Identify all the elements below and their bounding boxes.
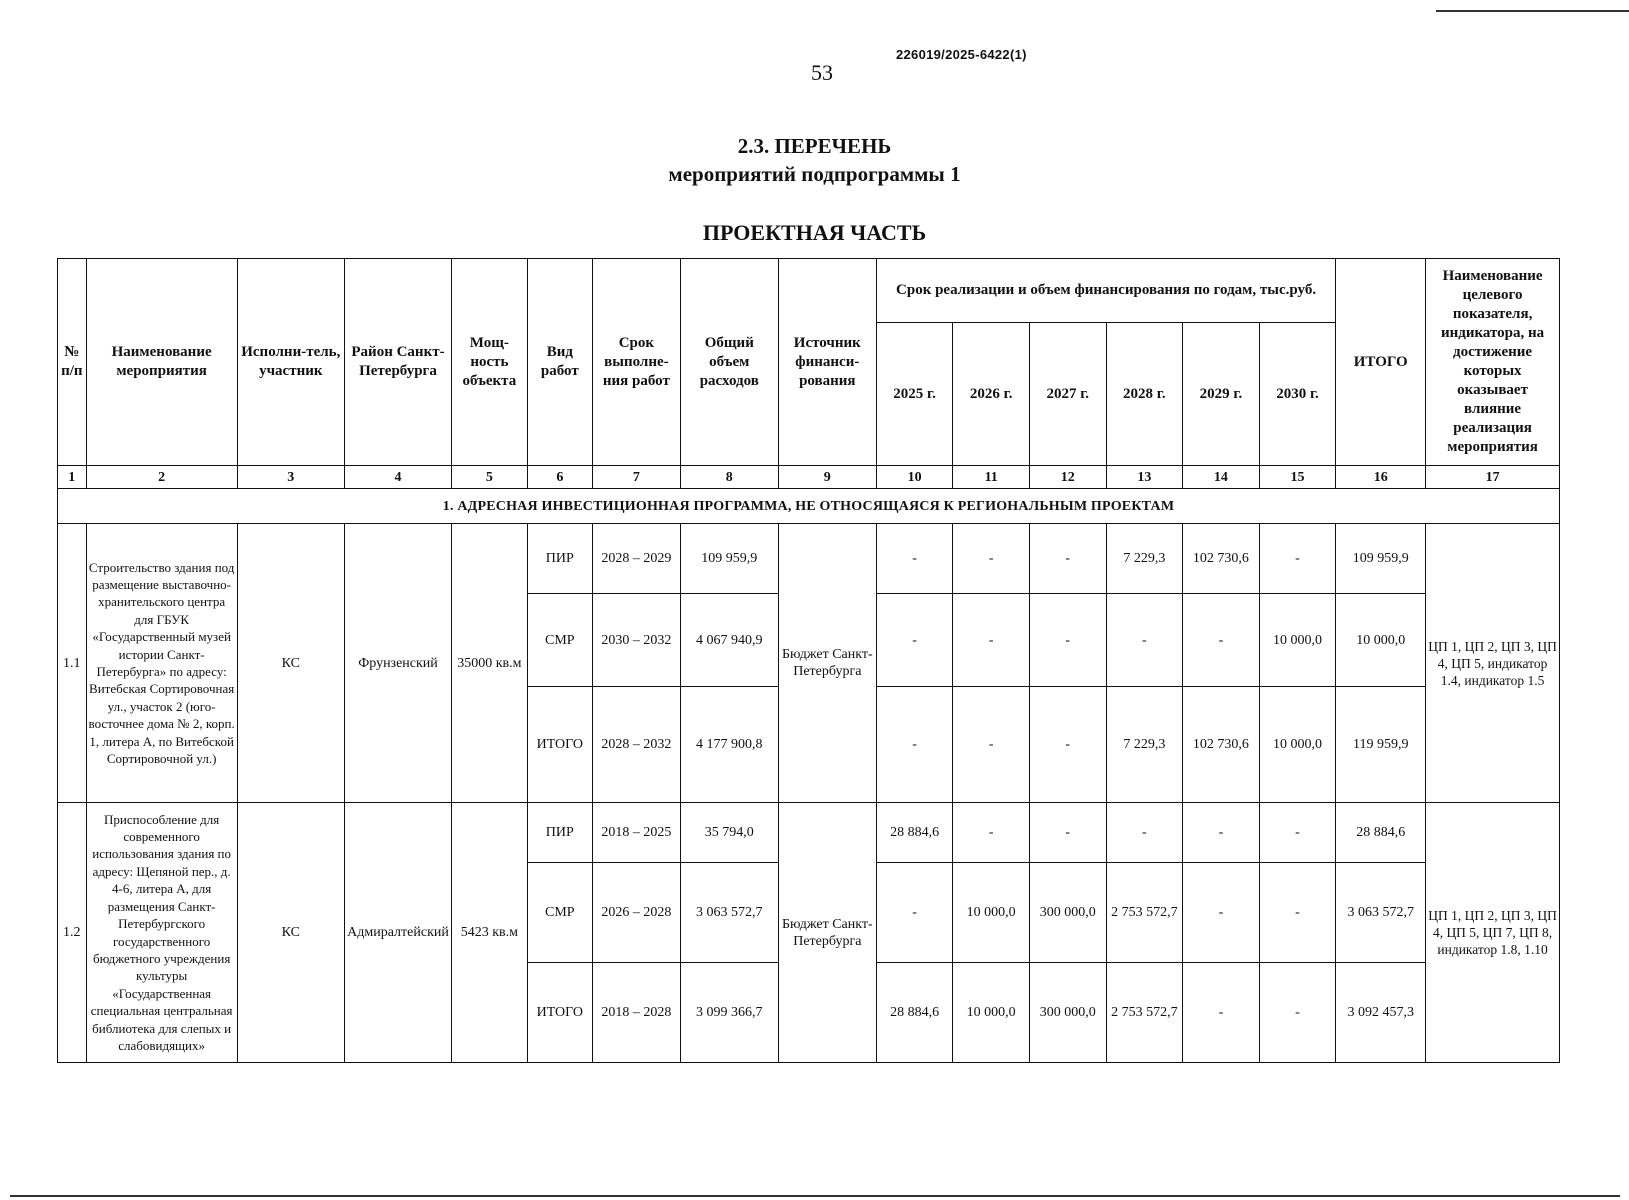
year-value: - xyxy=(876,524,953,594)
work-type: ИТОГО xyxy=(527,963,592,1063)
header-year: 2028 г. xyxy=(1106,323,1183,466)
row-total: 10 000,0 xyxy=(1336,594,1426,687)
header-period: Срок выполне-ния работ xyxy=(592,259,680,466)
header-district: Район Санкт-Петербурга xyxy=(344,259,451,466)
item-source: Бюджет Санкт-Петербурга xyxy=(778,524,876,803)
item-capacity: 35000 кв.м xyxy=(452,524,528,803)
row-total: 109 959,9 xyxy=(1336,524,1426,594)
year-value: 102 730,6 xyxy=(1183,687,1260,803)
work-period: 2018 – 2025 xyxy=(592,803,680,863)
year-value: - xyxy=(953,524,1030,594)
item-indicator: ЦП 1, ЦП 2, ЦП 3, ЦП 4, ЦП 5, ЦП 7, ЦП 8, индикатор 1.8, 1.10 xyxy=(1426,803,1560,1063)
year-value: - xyxy=(1259,963,1336,1063)
header-indicator: Наименование целевого показателя, индикатора, на достижение которых оказывает влияние реализация мероприятия xyxy=(1426,259,1560,466)
year-value: - xyxy=(953,803,1030,863)
year-value: - xyxy=(1183,594,1260,687)
page-number: 53 xyxy=(811,60,833,85)
work-period: 2026 – 2028 xyxy=(592,863,680,963)
year-value: - xyxy=(1106,803,1183,863)
total-cost: 4 067 940,9 xyxy=(680,594,778,687)
item-executor: КС xyxy=(237,803,344,1063)
total-cost: 3 063 572,7 xyxy=(680,863,778,963)
column-number: 7 xyxy=(592,466,680,489)
document-title: 2.3. ПЕРЕЧЕНЬ xyxy=(737,134,892,158)
column-number: 9 xyxy=(778,466,876,489)
header-num: № п/п xyxy=(58,259,87,466)
year-value: - xyxy=(953,594,1030,687)
year-value: - xyxy=(1183,963,1260,1063)
column-number: 15 xyxy=(1259,466,1336,489)
row-total: 28 884,6 xyxy=(1336,803,1426,863)
year-value: 10 000,0 xyxy=(1259,594,1336,687)
header-year: 2029 г. xyxy=(1183,323,1260,466)
item-name: Приспособление для современного использования здания по адресу: Щепяной пер., д. 4-6, литера А, для размещения Санкт-Петербургского государственного бюджетного учреждения культуры «Государственная специальная центральная библиотека для слепых и слабовидящих» xyxy=(86,803,237,1063)
column-number: 5 xyxy=(452,466,528,489)
top-scan-rule xyxy=(1436,10,1629,12)
year-value: - xyxy=(1183,803,1260,863)
item-source: Бюджет Санкт-Петербурга xyxy=(778,803,876,1063)
header-financing-group: Срок реализации и объем финансирования по годам, тыс.руб. xyxy=(876,259,1335,323)
column-number: 11 xyxy=(953,466,1030,489)
header-executor: Исполни-тель, участник xyxy=(237,259,344,466)
year-value: - xyxy=(1106,594,1183,687)
year-value: - xyxy=(1029,594,1106,687)
year-value: 7 229,3 xyxy=(1106,524,1183,594)
year-value: 300 000,0 xyxy=(1029,963,1106,1063)
column-number: 13 xyxy=(1106,466,1183,489)
item-district: Фрунзенский xyxy=(344,524,451,803)
bottom-scan-rule xyxy=(10,1195,1620,1197)
year-value: 2 753 572,7 xyxy=(1106,863,1183,963)
year-value: 102 730,6 xyxy=(1183,524,1260,594)
row-total: 119 959,9 xyxy=(1336,687,1426,803)
year-value: 10 000,0 xyxy=(1259,687,1336,803)
column-number: 2 xyxy=(86,466,237,489)
row-total: 3 063 572,7 xyxy=(1336,863,1426,963)
year-value: - xyxy=(1183,863,1260,963)
header-capacity: Мощ-ность объекта xyxy=(452,259,528,466)
work-period: 2028 – 2029 xyxy=(592,524,680,594)
column-number: 1 xyxy=(58,466,87,489)
header-year: 2025 г. xyxy=(876,323,953,466)
measures-table xyxy=(57,258,1560,1063)
header-work-type: Вид работ xyxy=(527,259,592,466)
item-capacity: 5423 кв.м xyxy=(452,803,528,1063)
work-type: СМР xyxy=(527,863,592,963)
year-value: - xyxy=(876,863,953,963)
column-number: 14 xyxy=(1183,466,1260,489)
total-cost: 4 177 900,8 xyxy=(680,687,778,803)
section-title: 1. АДРЕСНАЯ ИНВЕСТИЦИОННАЯ ПРОГРАММА, НЕ ОТНОСЯЩАЯСЯ К РЕГИОНАЛЬНЫМ ПРОЕКТАМ xyxy=(58,489,1560,524)
column-number: 12 xyxy=(1029,466,1106,489)
work-type: ИТОГО xyxy=(527,687,592,803)
table-row xyxy=(58,524,1560,594)
header-source: Источник финанси-рования xyxy=(778,259,876,466)
total-cost: 35 794,0 xyxy=(680,803,778,863)
item-name: Строительство здания под размещение выставочно-хранительского центра для ГБУК «Государственный музей истории Санкт-Петербурга» по адресу: Витебская Сортировочная ул., участок 2 (юго-восточнее дома № 2, корп. 1, литера А, по Витебской Сортировочной ул.) xyxy=(86,524,237,803)
item-executor: КС xyxy=(237,524,344,803)
year-value: 300 000,0 xyxy=(1029,863,1106,963)
column-number: 4 xyxy=(344,466,451,489)
column-number: 10 xyxy=(876,466,953,489)
row-total: 3 092 457,3 xyxy=(1336,963,1426,1063)
item-number: 1.1 xyxy=(58,524,87,803)
column-number: 3 xyxy=(237,466,344,489)
year-value: - xyxy=(1259,803,1336,863)
year-value: 28 884,6 xyxy=(876,803,953,863)
column-number: 17 xyxy=(1426,466,1560,489)
work-period: 2030 – 2032 xyxy=(592,594,680,687)
header-year: 2026 г. xyxy=(953,323,1030,466)
year-value: 7 229,3 xyxy=(1106,687,1183,803)
document-id: 226019/2025-6422(1) xyxy=(896,47,1027,62)
document-subtitle: ПРОЕКТНАЯ ЧАСТЬ xyxy=(702,220,927,245)
year-value: 2 753 572,7 xyxy=(1106,963,1183,1063)
work-type: ПИР xyxy=(527,524,592,594)
column-number-row xyxy=(58,466,1560,489)
total-cost: 109 959,9 xyxy=(680,524,778,594)
year-value: 10 000,0 xyxy=(953,863,1030,963)
table-row xyxy=(58,803,1560,863)
section-row xyxy=(58,489,1560,524)
document-title-line2: мероприятий подпрограммы 1 xyxy=(668,162,961,186)
work-period: 2018 – 2028 xyxy=(592,963,680,1063)
header-year: 2030 г. xyxy=(1259,323,1336,466)
column-number: 8 xyxy=(680,466,778,489)
year-value: - xyxy=(1029,524,1106,594)
header-total: ИТОГО xyxy=(1336,259,1426,466)
work-type: ПИР xyxy=(527,803,592,863)
year-value: - xyxy=(1029,803,1106,863)
year-value: - xyxy=(876,594,953,687)
year-value: - xyxy=(1259,863,1336,963)
year-value: - xyxy=(1029,687,1106,803)
header-name: Наименование мероприятия xyxy=(86,259,237,466)
year-value: - xyxy=(953,687,1030,803)
header-total-cost: Общий объем расходов xyxy=(680,259,778,466)
year-value: 10 000,0 xyxy=(953,963,1030,1063)
header-year: 2027 г. xyxy=(1029,323,1106,466)
column-number: 16 xyxy=(1336,466,1426,489)
work-period: 2028 – 2032 xyxy=(592,687,680,803)
item-indicator: ЦП 1, ЦП 2, ЦП 3, ЦП 4, ЦП 5, индикатор 1.4, индикатор 1.5 xyxy=(1426,524,1560,803)
item-number: 1.2 xyxy=(58,803,87,1063)
work-type: СМР xyxy=(527,594,592,687)
year-value: - xyxy=(876,687,953,803)
total-cost: 3 099 366,7 xyxy=(680,963,778,1063)
item-district: Адмиралтейский xyxy=(344,803,451,1063)
column-number: 6 xyxy=(527,466,592,489)
year-value: - xyxy=(1259,524,1336,594)
year-value: 28 884,6 xyxy=(876,963,953,1063)
